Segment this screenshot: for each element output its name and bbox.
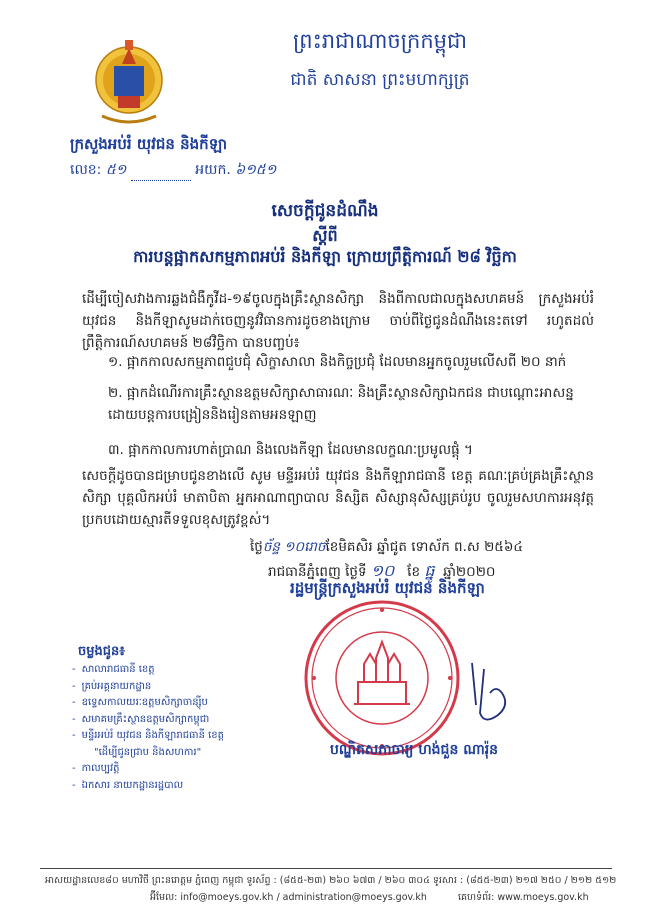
- footer-address: អាសយដ្ឋានលេខ៨០ មហាវិថី ព្រះនរោត្តម ភ្នំពេញ កម្ពុជា ទូរស័ព្ទ : (៨៥៥-២៣) ២៦០ ៦៧៣ / ២៦០ ៣០៤ ទូរសារ : (៨៥៥-២៣) ២១៧ ២៥០ / ២១២ ៥១២: [45, 875, 617, 886]
- solar-prefix: រាជធានីភ្នំពេញ ថ្ងៃទី: [268, 564, 367, 580]
- measure-item-2: ២. ផ្អាកដំណើរការគ្រឹះស្ថានឧត្តមសិក្សាសាធារណៈ និងគ្រឹះស្ថានសិក្សាឯកជន ជាបណ្តោះអាសន្ន ដោយបន្តការបង្រៀននិងរៀនតាមអនឡាញ: [108, 385, 574, 423]
- ref-code: ៦១៥១: [235, 162, 277, 178]
- list-item: - ឯកសារ នាយកដ្ឋានរដ្ឋបាល: [72, 778, 292, 795]
- solar-month: ធ្នូ: [424, 561, 435, 580]
- copy-to-heading: ចម្លងជូន៖: [78, 644, 125, 659]
- copy-to-list: [72, 662, 292, 794]
- notice-subject-label: ស្តីពី: [312, 226, 338, 245]
- list-item: - កាលប្បវត្តិ: [72, 761, 292, 778]
- list-item: - សាលារាជធានី ខេត្ត: [72, 662, 292, 679]
- ref-label: លេខ:: [70, 162, 102, 178]
- official-seal-icon: [300, 596, 464, 760]
- list-item: - សមាគមគ្រឹះស្ថានឧត្តមសិក្សាកម្ពុជា: [72, 712, 292, 729]
- lunar-rest: ខែមិគសិរ ឆ្នាំជូត ទោស័ក ព.ស ២៥៦៤: [325, 539, 523, 555]
- closing-paragraph: សេចក្តីដូចបានជម្រាបជូនខាងលើ សូម មន្ទីរអប់រំ យុវជន និងកីឡារាជធានី ខេត្ត គណៈគ្រប់គ្រងគ្រឹះស្ថានសិក្សា បុគ្គលិកអប់រំ មាតាបិតា អ្នកអាណាព្យាបាល និស្សិត សិស្សានុសិស្សគ្រប់រូប ចូលរួមសហការអនុវត្តប្រកបដោយស្មារតីទទួលខុសត្រូវខ្ពស់។: [82, 468, 594, 528]
- ref-suffix: អយក.: [195, 162, 231, 178]
- footer-website[interactable]: គេហទំព័រ: www.moeys.gov.kh: [457, 892, 589, 903]
- solar-day: ១០: [370, 561, 395, 580]
- lunar-handwritten: ច័ន្ទ ១០រោច: [262, 539, 326, 555]
- intro-paragraph: ដើម្បីចៀសវាងការឆ្លងជំងឺកូវីដ-១៩ចូលក្នុងគ្រឹះស្ថានសិក្សា និងពីកាលជាលក្នុងសហគមន៍ ក្រសួងអប់រំ យុវជន និងកីឡាសូមដាក់ចេញនូវវិធានការដូចខាងក្រោម ចាប់ពីថ្ងៃជូនដំណឹងនេះតទៅ រហូតដល់ព្រឹត្តិការណ៍សហគមន៍ ២៨វិច្ឆិកា បានបញ្ចប់៖: [82, 291, 594, 351]
- measure-item-3: ៣. ផ្អាកកាលការហាត់ប្រាណ និងលេងកីឡា ដែលមានលក្ខណៈប្រមូលផ្តុំ ។: [108, 442, 473, 458]
- solar-month-label: ខែ: [407, 564, 421, 580]
- footer-email[interactable]: អ៊ីមែល: info@moeys.gov.kh / administration@moeys.gov.kh: [150, 892, 427, 903]
- footer-divider: [40, 868, 612, 869]
- notice-subject: ការបន្តផ្អាកសកម្មភាពអប់រំ និងកីឡា ក្រោយព្រឹត្តិការណ៍ ២៨ វិច្ឆិកា: [133, 247, 517, 266]
- signer-title: រដ្ឋមន្ត្រីក្រសួងអប់រំ យុវជន និងកីឡា: [290, 579, 485, 597]
- ref-dots: [131, 168, 191, 181]
- list-item: "ដើម្បីជូនជ្រាប និងសហការ": [94, 746, 202, 758]
- ministry-emblem-icon: [92, 36, 166, 128]
- measure-item-1: ១. ផ្អាកកាលសកម្មភាពជួបជុំ សិក្ខាសាលា និងកិច្ចប្រជុំ ដែលមានអ្នកចូលរួមលើសពី ២០ នាក់: [108, 354, 567, 370]
- handwritten-signature-icon: [450, 655, 540, 735]
- kingdom-title: ព្រះរាជាណាចក្រកម្ពុជា: [292, 29, 467, 53]
- reference-line: [70, 160, 276, 181]
- ministry-name: ក្រសួងអប់រំ យុវជន និងកីឡា: [70, 135, 228, 153]
- lunar-prefix: ថ្ងៃ: [250, 539, 263, 555]
- list-item: - មន្ទីរអប់រំ យុវជន និងកីឡារាជធានី ខេត្ត: [72, 728, 292, 745]
- ref-number: ៥១: [105, 162, 127, 178]
- list-item: - ឧទ្ទេសកាលយរៈឧត្តមសិក្សាចាន្ស៊ីប: [72, 695, 292, 712]
- footer-contacts: [150, 891, 620, 905]
- list-item: - គ្រប់អគ្គនាយកដ្ឋាន: [72, 679, 292, 696]
- lunar-date: [250, 538, 523, 558]
- national-motto: ជាតិ សាសនា ព្រះមហាក្សត្រ: [290, 70, 470, 90]
- solar-year: ឆ្នាំ២០២០: [443, 564, 496, 580]
- notice-title: សេចក្តីជូនដំណឹង: [271, 201, 379, 221]
- signer-name: បណ្ឌិតសភាចារ្យ ហង់ជួន ណារ៉ុន: [330, 742, 499, 758]
